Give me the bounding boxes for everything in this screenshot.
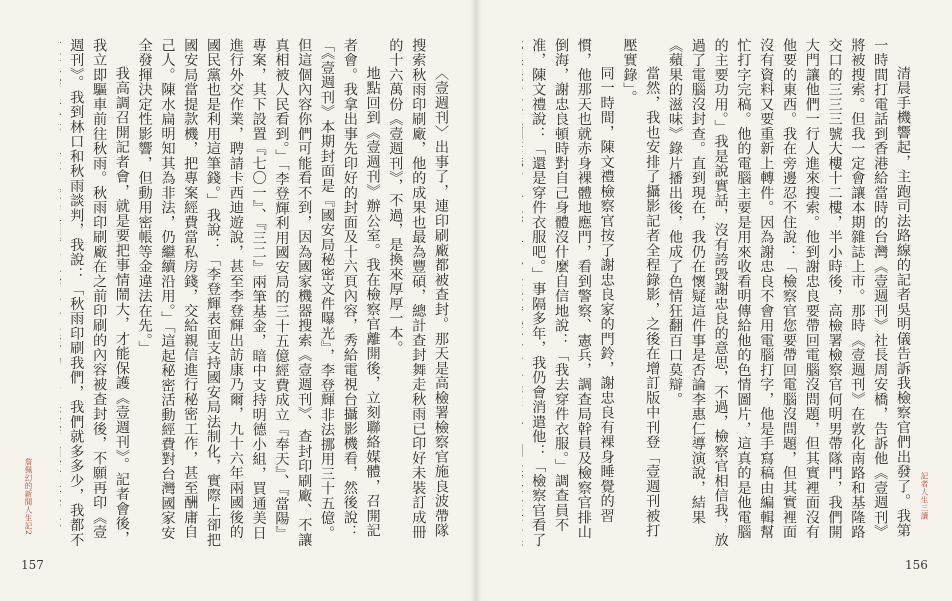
page-number: 156 <box>905 558 928 572</box>
paragraph: 我高調召開記者會，就是要把事情鬧大，才能保護《壹週刊》。記者會後，我立即驅車前往秋雨。秋雨印刷廠在之前印刷的內容被查封後，不願再印《壹週刊》。我到林口和秋雨談判，我說：「秋雨印刷我們，我們就多多少，我都不 <box>68 38 130 548</box>
right-page-text <box>522 38 914 550</box>
left-page-text <box>60 38 452 550</box>
running-head: 記者人生三讀 <box>920 472 929 520</box>
paragraph: 當然，我也安排了攝影記者全程錄影，之後在增訂版中刊登「壹週刊被打壓實錄」。 <box>621 38 661 539</box>
paragraph: 同一時間，陳文禮檢察官按了謝忠良家的門鈴，謝忠良有裸身睡覺的習慣，他那天也就赤身裸體地應門，看到警察、憲兵，調查局幹員及檢察官排山倒海，謝忠良頓時對自己身體沒什麼自信地說：「我去穿件衣服。」調查員不准，陳文禮說：「還是穿件衣服吧。」事隔多年，我仍會消遣他：「檢察官看了 <box>530 38 615 548</box>
right-page <box>476 0 952 601</box>
running-head: 詹佩幻的新聞人生記2 <box>24 458 33 536</box>
page-number: 157 <box>21 558 44 572</box>
paragraph: 〈壹週刊〉出事了，連印刷廠都被查封。那天是高檢署檢察官施良波帶隊搜索秋雨印刷廠，他的成果也最為豐碩，總計查封舞走秋雨已印好未裝訂成冊的十六萬份《壹週刊》，不過，是換來厚厚一本。 <box>387 38 449 540</box>
paragraph: 地點回到《壹週刊》辦公室。我在檢察官離開後，立刻聯絡媒體，召開記者會。我拿出事先印好的封面及十六頁內容，秀給電視台攝影機看，然後說：「《壹週刊》本期封面是『國安局秘密文件曝光』，李登輝非法挪用三十五億。但這個內容你們可能看不到，因為國家機器搜索《壹週刊》、查封印刷廠、不讓真相被人民看到。」「李登輝利用國安局的三十五億經費成立『奉天』、『當陽』專案，其下設置『七〇一』、『三二』兩筆基金，暗中支持明德小組，買通美日進行外交作業，聘請卡西迪遊說，甚至李登輝出訪康乃爾，九十六年兩國後的國民黨也是利用這筆錢。」我說：「李登輝表面支持國安局法制化，實際上卻把國安局當提款機，把專案經費當私房錢，交給親信進行秘密工作，甚至酬庸自己人。陳水扁明知其為非法，仍繼續沿用。」「這起秘密活動經費對台灣國家安全發揮決定性影響，但動用密帳等金違法在先。」 <box>136 38 381 548</box>
paragraph: 清晨手機響起，主跑司法路線的記者吳明儀告訴我檢察官們出發了。我第一時間打電話到香港給當時的台灣《壹週刊》社長周安橋，告訴他《壹週刊》將被搜索。但我一定會讓本期雜誌上市。那時《壹週刊》在敦化南路和基隆路交口的三三三號大樓十二樓，半小時後，高檢署檢察官何明男帶隊門，我們開大門讓他們一行人進來搜索。他到謝忠良要帶回電腦沒問題，但其實裡面沒有他要的東西。我在旁邊忍不住說：「檢察官您要帶回電腦沒問題，但其實裡面沒有資料又要重新上轉件。因為謝忠良不會用電腦打字，他是手寫稿由編輯幫忙打字完稿。他的電腦主要是用來收看明傳給他的色情圖片，這真的是他電腦的主要功用。」我是說實話，沒有誇毀謝忠良的意思，不過，檢察官相信我，放過了電腦沒封查。直到現在，我仍在懷疑這件事是否論李惠仁導演說，結果《蘋果的滋味》錄片播出後，他成了色情狂翻百口莫辯。 <box>667 38 911 548</box>
